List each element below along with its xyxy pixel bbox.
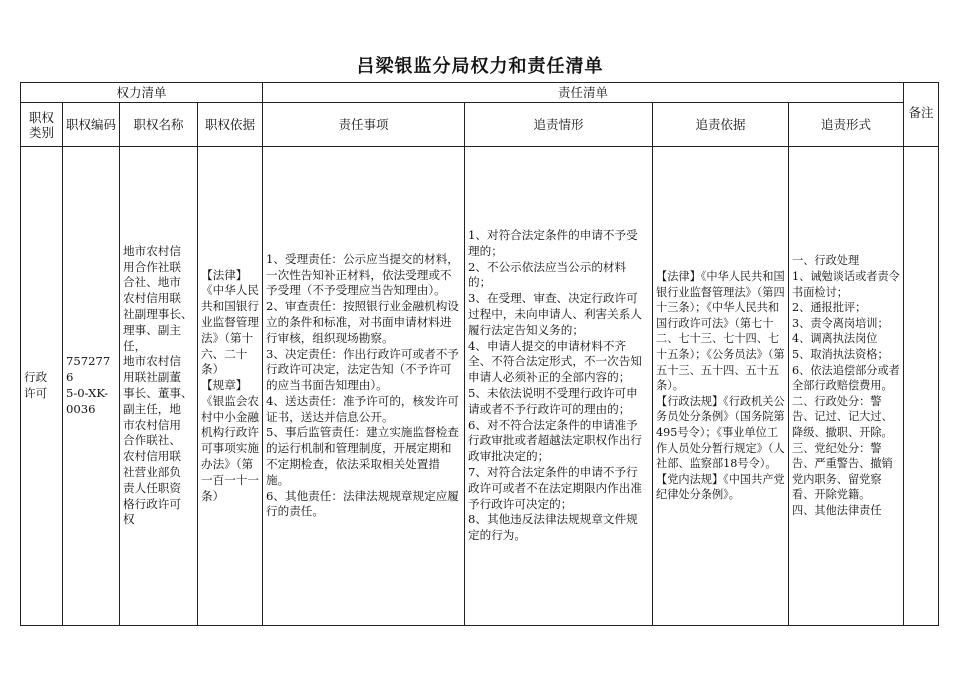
remarks-header: 备注 <box>904 83 939 147</box>
page-title: 吕梁银监分局权力和责任清单 <box>356 56 604 77</box>
header-code: 职权编码 <box>63 103 120 147</box>
cell-remarks <box>904 147 939 626</box>
cell-category: 行政 许可 <box>21 147 63 626</box>
cell-basis: 【法律】《中华人民共和国银行业监督管理法》（第十六、二十条） 【规章】《银监会农村中小金融机构行政许可事项实施办法》（第一百一十一条） <box>198 147 263 626</box>
header-accountability-cases: 追责情形 <box>465 103 653 147</box>
header-duty-items: 责任事项 <box>263 103 465 147</box>
header-category: 职权 类别 <box>21 103 63 147</box>
cell-accountability-cases: 1、对符合法定条件的申请不予受理的； 2、不公示依法应当公示的材料的； 3、在受理、审查、决定行政许可过程中，未向申请人、利害关系人履行法定告知义务的； 4、申请人提交的申请材料不齐全、不符合法定形式，不一次告知申请人必须补正的全部内容的； 5、未依法说明不受理行政许可申请或者不予行政许可的理由的； 6、对不符合法定条件的申请准予行政审批或者超越法定职权作出行政审批决定的； 7、对符合法定条件的申请不予行政许可或者不在法定期限内作出准予行政许可决定的； 8、其他违反法律法规规章文件规定的行为。 <box>465 147 653 626</box>
cell-name: 地市农村信 用合作社联 合社、地市 农村信用联 社副理事长、 理事、副主任， 地市农村信 用联社副董 事长、董事、 副主任，地 市农村信用 合作联社、 农村信用联 社营业部负 责人任职资 格行政许可 权 <box>120 147 198 626</box>
table-row <box>21 147 939 626</box>
header-name: 职权名称 <box>120 103 198 147</box>
header-accountability-forms: 追责形式 <box>789 103 904 147</box>
cell-accountability-basis: 【法律】《中华人民共和国银行业监督管理法》（第四十三条）；《中华人民共和国行政许可法》（第七十二、七十三、七十四、七十五条）；《公务员法》（第五十三、五十四、五十五条）。 【行政法规】《行政机关公务员处分条例》（国务院第495号令）；《事业单位工作人员处分暂行规定》（人社部、监察部18号令）。 【党内法规】《中国共产党纪律处分条例》。 <box>653 147 789 626</box>
header-accountability-basis: 追责依据 <box>653 103 789 147</box>
power-list-group-header: 权力清单 <box>21 83 263 103</box>
cell-code: 7572776 5-0-XK- 0036 <box>63 147 120 626</box>
duty-list-group-header: 责任清单 <box>263 83 904 103</box>
cell-accountability-forms: 一、行政处理 1、诫勉谈话或者责令书面检讨； 2、通报批评； 3、责令离岗培训； 4、调离执法岗位 5、取消执法资格； 6、依法追偿部分或者全部行政赔偿费用。 二、行政处分：警告、记过、记大过、降级、撤职、开除。 三、党纪处分：警告、严重警告、撤销党内职务、留党察看、开除党籍。 四、其他法律责任 <box>789 147 904 626</box>
cell-duty-items: 1、受理责任：公示应当提交的材料，一次性告知补正材料，依法受理或不予受理（不予受理应当告知理由）。 2、审查责任：按照银行业金融机构设立的条件和标准，对书面申请材料进行审核，组织现场勘察。 3、决定责任：作出行政许可或者不予行政许可决定，法定告知（不予许可的应当书面告知理由）。 4、送达责任：准予许可的，核发许可证书，送达并信息公开。 5、事后监管责任：建立实施监督检查的运行机制和管理制度，开展定期和不定期检查，依法采取相关处置措施。 6、其他责任：法律法规规章规定应履行的责任。 <box>263 147 465 626</box>
header-basis: 职权依据 <box>198 103 263 147</box>
power-duty-table <box>20 82 939 626</box>
